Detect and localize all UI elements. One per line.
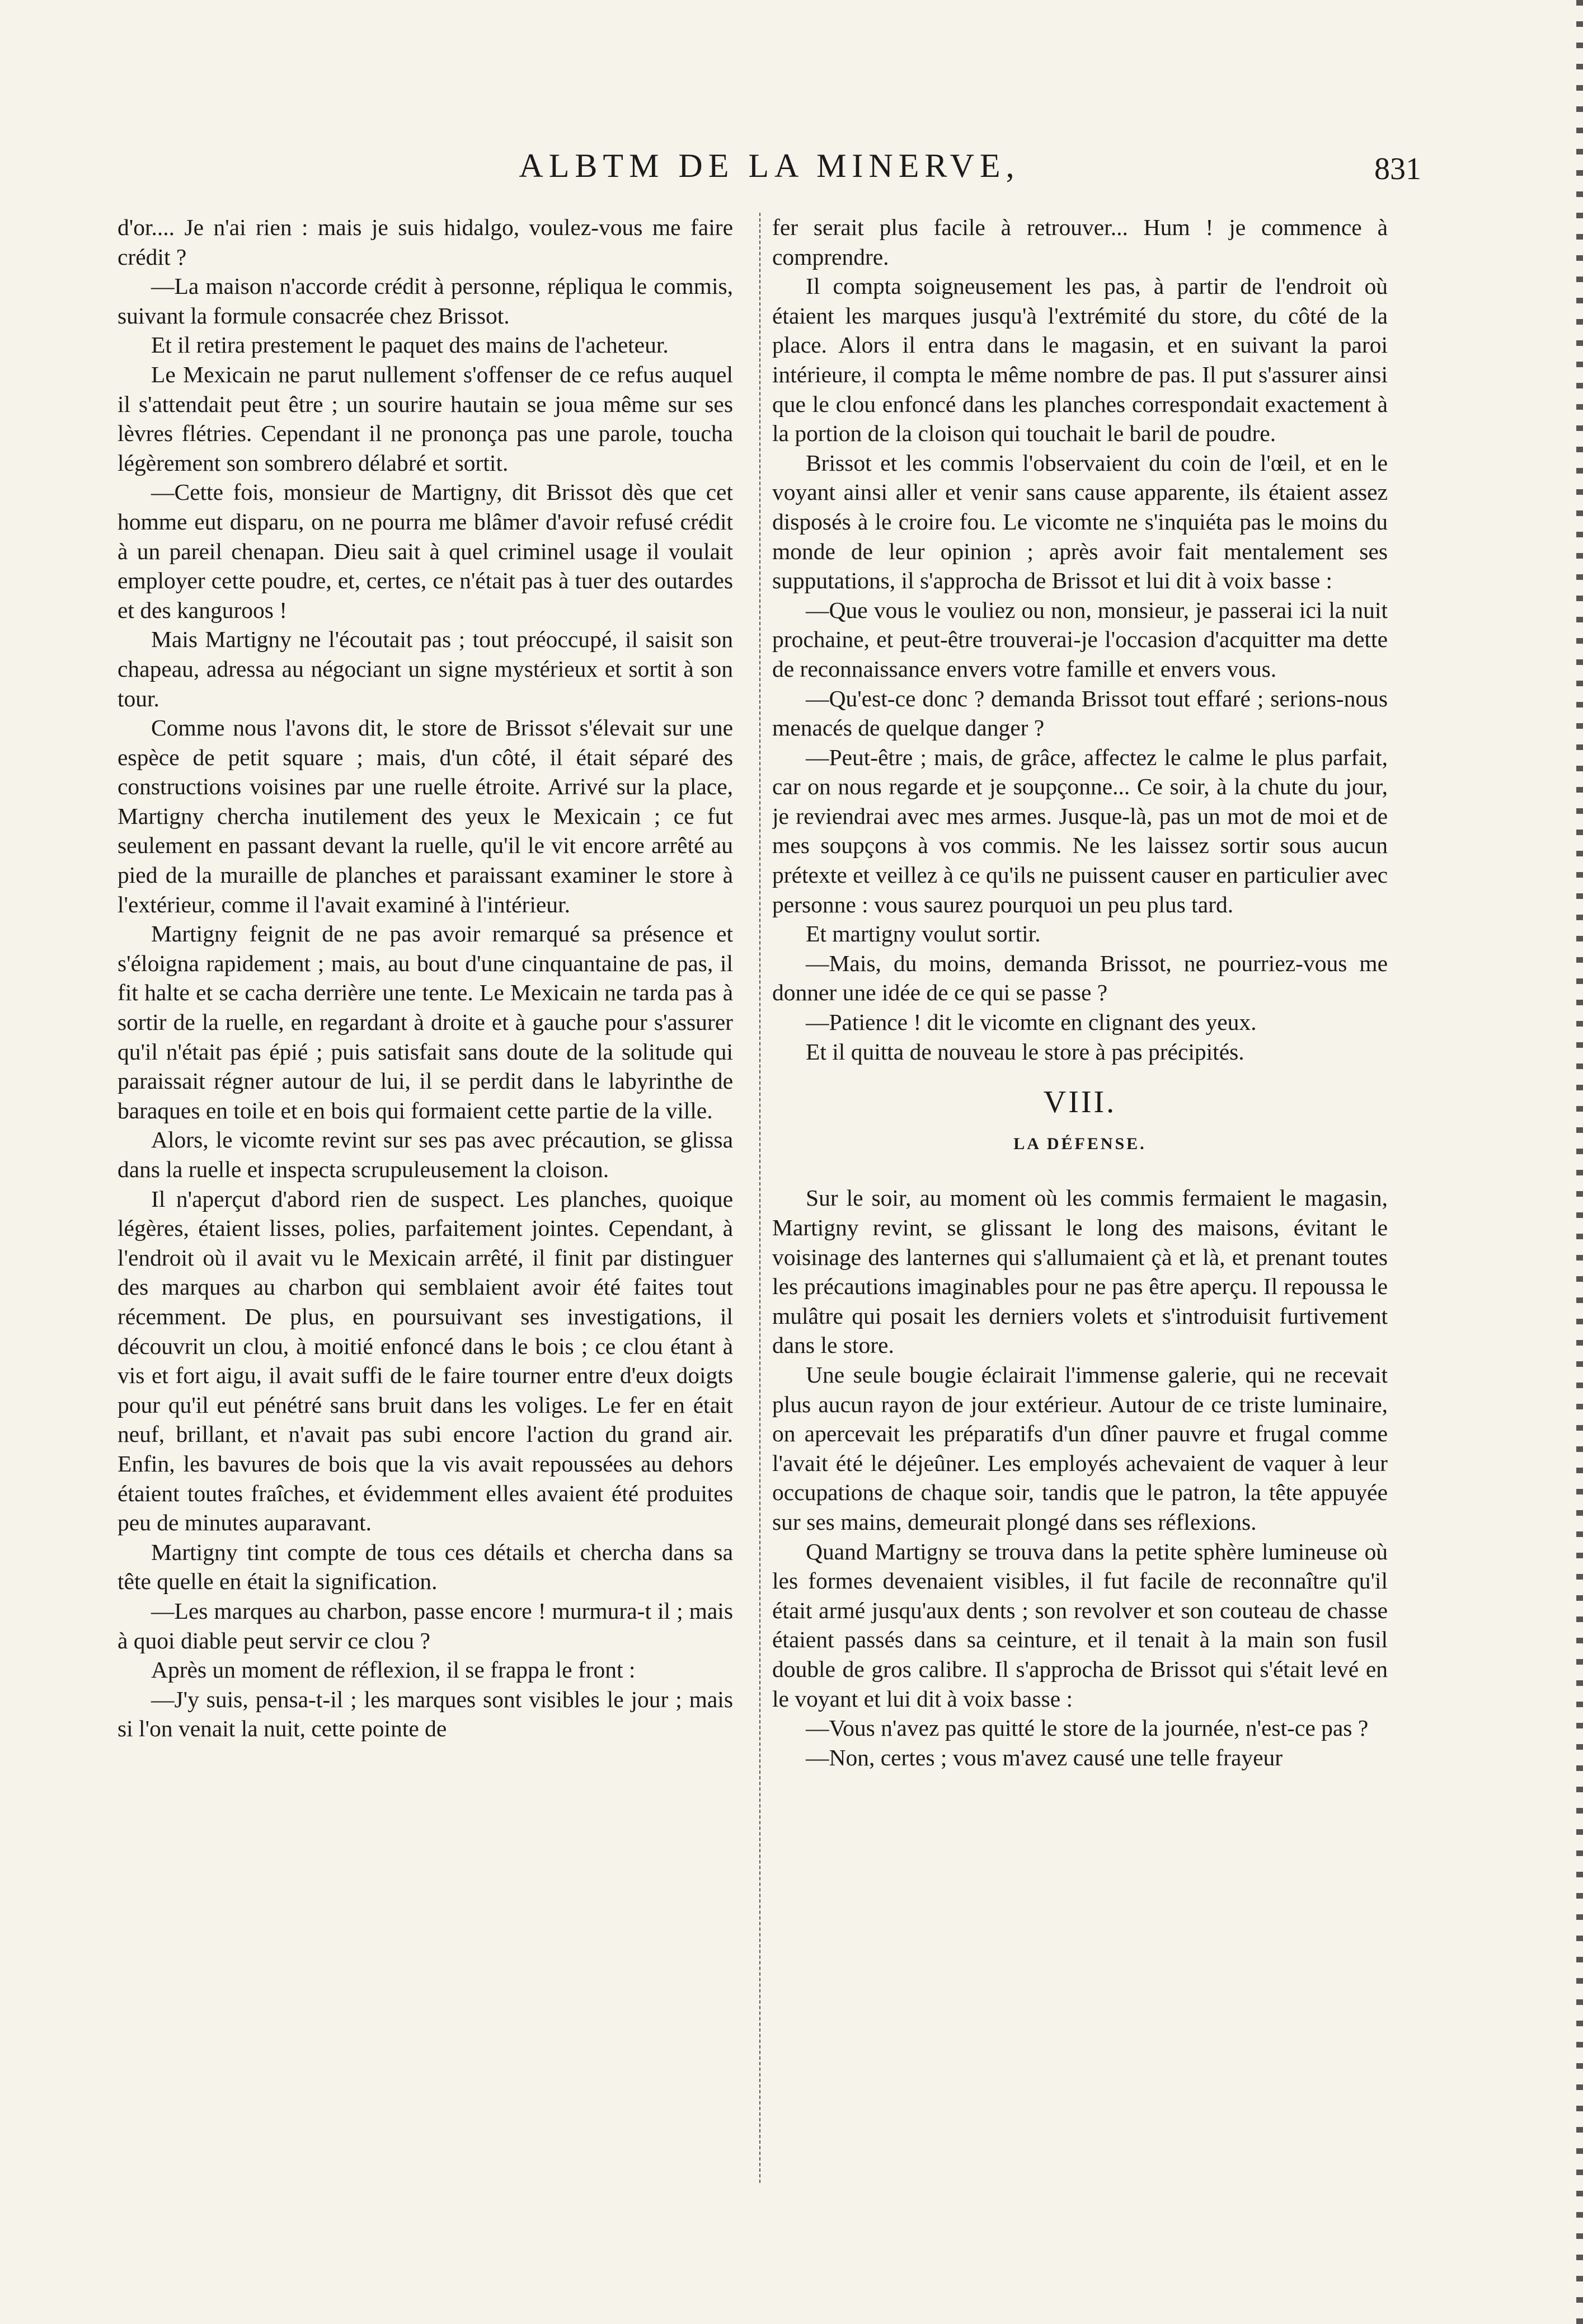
paragraph: Et martigny voulut sortir. bbox=[806, 921, 1041, 947]
paragraph: Le Mexicain ne parut nullement s'offenser de ce refus auquel il s'attendait peut être ; un sourire hautain se joua même sur ses lèvres flétries. Cependant il ne prononça pas une parole, toucha légèrement son sombrero délabré et sortit. bbox=[118, 361, 733, 476]
paragraph: Brissot et les commis l'observaient du coin de l'œil, et en le voyant ainsi aller et venir sans cause apparente, ils étaient assez disposés à le croire fou. Le vicomte ne s'inquiéta pas le moins du monde de leur opinion ; après avoir fait mentalement ses supputations, il s'approcha de Brissot et lui dit à voix basse : bbox=[772, 449, 1388, 594]
paragraph: —Qu'est-ce donc ? demanda Brissot tout effaré ; serions-nous menacés de quelque danger ? bbox=[772, 685, 1388, 741]
paragraph: —Mais, du moins, demanda Brissot, ne pourriez-vous me donner une idée de ce qui se passe ? bbox=[772, 950, 1388, 1006]
paragraph: —Non, certes ; vous m'avez causé une telle frayeur bbox=[806, 1744, 1283, 1770]
right-column bbox=[772, 213, 1388, 2295]
page-number: 831 bbox=[1374, 152, 1421, 186]
paragraph: Et il retira prestement le paquet des mains de l'acheteur. bbox=[151, 332, 669, 358]
paragraph: —Cette fois, monsieur de Martigny, dit Brissot dès que cet homme eut disparu, on ne pourra me blâmer d'avoir refusé crédit à un pareil chenapan. Dieu sait à quel criminel usage il voulait employer cette poudre, et, certes, ce n'était pas à tuer des outardes et des kanguroos ! bbox=[118, 479, 733, 623]
running-title: ALBTM DE LA MINERVE, bbox=[519, 147, 1020, 184]
paragraph: Il compta soigneusement les pas, à partir de l'endroit où étaient les marques jusqu'à l'extrémité du store, du côté de la place. Alors il entra dans le magasin, et en suivant la paroi intérieure, il compta le même nombre de pas. Il put s'assurer ainsi que le clou enfoncé dans les planches correspondait exactement à la portion de la cloison qui touchait le baril de poudre. bbox=[772, 273, 1388, 447]
chapter-title: LA DÉFENSE. bbox=[1013, 1134, 1147, 1153]
paragraph: Il n'aperçut d'abord rien de suspect. Les planches, quoique légères, étaient lisses, polies, parfaitement jointes. Cependant, à l'endroit où il avait vu le Mexicain arrêté, il finit par distinguer des marques au charbon qui semblaient avoir été faites tout récemment. De plus, en poursuivant ses investigations, il découvrit un clou, à moitié enfoncé dans le bois ; ce clou étant à vis et fort aigu, il avait suffi de le faire tourner entre d'eux doigts pour qu'il eut pénétré sans bruit dans les voliges. Le fer en était neuf, brillant, et n'avait pas subi encore l'action du grand air. Enfin, les bavures de bois que la vis avait repoussées au dehors étaient toutes fraîches, et évidemment elles avaient été produites peu de minutes auparavant. bbox=[118, 1186, 733, 1536]
paragraph: Martigny tint compte de tous ces détails et chercha dans sa tête quelle en était la signification. bbox=[118, 1539, 733, 1595]
left-column bbox=[118, 213, 733, 2295]
paragraph: —Vous n'avez pas quitté le store de la journée, n'est-ce pas ? bbox=[806, 1715, 1369, 1741]
paragraph: Une seule bougie éclairait l'immense galerie, qui ne recevait plus aucun rayon de jour extérieur. Autour de ce triste luminaire, on apercevait les préparatifs d'un dîner pauvre et frugal comme l'avait été le déjeûner. Les employés achevaient de vaquer à leur occupations de chaque soir, tandis que le patron, la tête appuyée sur ses mains, demeurait plongé dans ses réflexions. bbox=[772, 1361, 1388, 1535]
column-divider bbox=[759, 213, 760, 2183]
paragraph: Alors, le vicomte revint sur ses pas avec précaution, se glissa dans la ruelle et inspecta scrupuleusement la cloison. bbox=[118, 1127, 733, 1182]
page-edge-marks bbox=[1576, 0, 1583, 2324]
paragraph: d'or.... Je n'ai rien : mais je suis hidalgo, voulez-vous me faire crédit ? bbox=[118, 214, 733, 270]
paragraph: Martigny feignit de ne pas avoir remarqué sa présence et s'éloigna rapidement ; mais, au bout d'une cinquantaine de pas, il fit halte et se cacha derrière une tente. Le Mexicain ne tarda pas à sortir de la ruelle, en regardant à droite et à gauche pour s'assurer qu'il n'était pas épié ; puis satisfait sans doute de la solitude qui paraissait régner autour de lui, il se perdit dans le labyrinthe de baraques en toile et en bois qui formaient cette partie de la ville. bbox=[118, 921, 733, 1123]
paragraph: —Patience ! dit le vicomte en clignant des yeux. bbox=[806, 1009, 1257, 1036]
paragraph: fer serait plus facile à retrouver... Hum ! je commence à comprendre. bbox=[772, 214, 1388, 270]
paragraph: —Que vous le vouliez ou non, monsieur, je passerai ici la nuit prochaine, et peut-être trouverai-je l'occasion d'acquitter ma dette de reconnaissance envers votre famille et envers vous. bbox=[772, 597, 1388, 682]
paragraph: Sur le soir, au moment où les commis fermaient le magasin, Martigny revint, se glissant le long des maisons, évitant le voisinage des lanternes qui s'allumaient çà et là, et prenant toutes les précautions imaginables pour ne pas être aperçu. Il repoussa le mulâtre qui posait les derniers volets et s'introduisit furtivement dans le store. bbox=[772, 1185, 1388, 1358]
page-header bbox=[118, 147, 1421, 197]
paragraph: —Les marques au charbon, passe encore ! murmura-t il ; mais à quoi diable peut servir ce clou ? bbox=[118, 1597, 733, 1653]
paragraph: Quand Martigny se trouva dans la petite sphère lumineuse où les formes devenaient visibles, il fut facile de reconnaître qu'il était armé jusqu'aux dents ; son revolver et son couteau de chasse étaient passés dans sa ceinture, et il tenait à la main son fusil double de gros calibre. Il s'approcha de Brissot qui s'était levé en le voyant et lui dit à voix basse : bbox=[772, 1538, 1388, 1712]
paragraph: —La maison n'accorde crédit à personne, répliqua le commis, suivant la formule consacrée chez Brissot. bbox=[118, 273, 733, 329]
paragraph: Et il quitta de nouveau le store à pas précipités. bbox=[806, 1038, 1244, 1065]
paragraph: Mais Martigny ne l'écoutait pas ; tout préoccupé, il saisit son chapeau, adressa au négociant un signe mystérieux et sortit à son tour. bbox=[118, 626, 733, 711]
paragraph: —Peut-être ; mais, de grâce, affectez le calme le plus parfait, car on nous regarde et je soupçonne... Ce soir, à la chute du jour, je reviendrai avec mes armes. Jusque-là, pas un mot de moi et de mes soupçons à vos commis. Ne les laissez sortir sous aucun prétexte et veillez à ce qu'ils ne puissent causer en particulier avec personne : vous saurez pourquoi un peu plus tard. bbox=[772, 744, 1388, 917]
paragraph: —J'y suis, pensa-t-il ; les marques sont visibles le jour ; mais si l'on venait la nuit, cette pointe de bbox=[118, 1686, 733, 1742]
chapter-number: VIII. bbox=[1043, 1085, 1117, 1120]
paragraph: Comme nous l'avons dit, le store de Brissot s'élevait sur une espèce de petit square ; mais, d'un côté, il était séparé des constructions voisines par une ruelle étroite. Arrivé sur la place, Martigny chercha inutilement des yeux le Mexicain ; ce fut seulement en passant devant la ruelle, qu'il le vit encore arrêté au pied de la muraille de planches et paraissant examiner le store à l'extérieur, comme il l'avait examiné à l'intérieur. bbox=[118, 715, 733, 917]
paragraph: Après un moment de réflexion, il se frappa le front : bbox=[151, 1657, 636, 1683]
